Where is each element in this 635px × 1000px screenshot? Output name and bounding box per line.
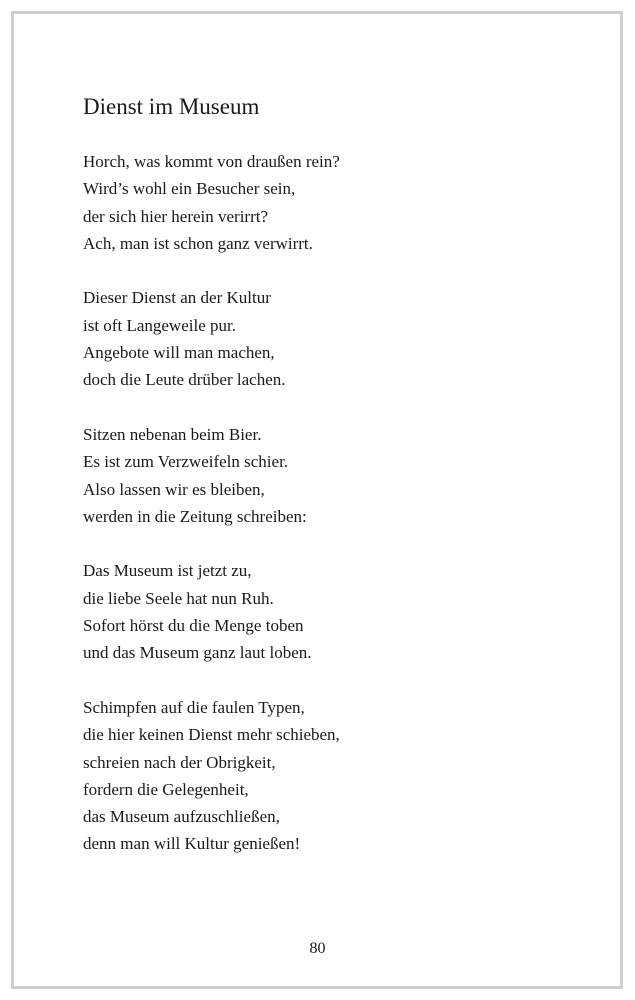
poem-line: Horch, was kommt von draußen rein?	[83, 152, 340, 171]
poem-body	[83, 148, 603, 858]
poem-line: Wird’s wohl ein Besucher sein,	[83, 179, 296, 199]
poem-line: Angebote will man machen,	[83, 343, 275, 363]
poem-line: fordern die Gelegenheit,	[83, 779, 249, 799]
stanza-1	[83, 148, 603, 257]
poem-line: Dieser Dienst an der Kultur	[83, 288, 271, 308]
stanza-3	[83, 421, 603, 530]
poem-line: die liebe Seele hat nun Ruh.	[83, 588, 274, 608]
page-number: 80	[309, 940, 326, 957]
poem-line: Also lassen wir es bleiben,	[83, 479, 265, 499]
poem-line: denn man will Kultur genießen!	[83, 834, 301, 854]
stanza-5	[83, 694, 603, 858]
poem-line: Es ist zum Verzweifeln schier.	[83, 452, 289, 472]
poem-line: Sitzen nebenan beim Bier.	[83, 424, 262, 444]
poem-line: der sich hier herein verirrt?	[83, 206, 269, 226]
stanza-4	[83, 557, 603, 666]
poem-line: schreien nach der Obrigkeit,	[83, 752, 276, 772]
poem-line: das Museum aufzuschließen,	[83, 807, 280, 827]
poem-line: Sofort hörst du die Menge toben	[83, 616, 304, 636]
poem-line: doch die Leute drüber lachen.	[83, 370, 286, 390]
poem-line: ist oft Langeweile pur.	[83, 315, 236, 335]
poem-line: Das Museum ist jetzt zu,	[83, 561, 252, 581]
stanza-2	[83, 284, 603, 393]
poem-line: werden in die Zeitung schreiben:	[83, 506, 307, 526]
poem-line: Ach, man ist schon ganz verwirrt.	[83, 233, 313, 253]
poem-line: die hier keinen Dienst mehr schieben,	[83, 725, 340, 745]
poem-title: Dienst im Museum	[83, 94, 260, 119]
poem-line: und das Museum ganz laut loben.	[83, 643, 312, 663]
poem-line: Schimpfen auf die faulen Typen,	[83, 697, 305, 717]
